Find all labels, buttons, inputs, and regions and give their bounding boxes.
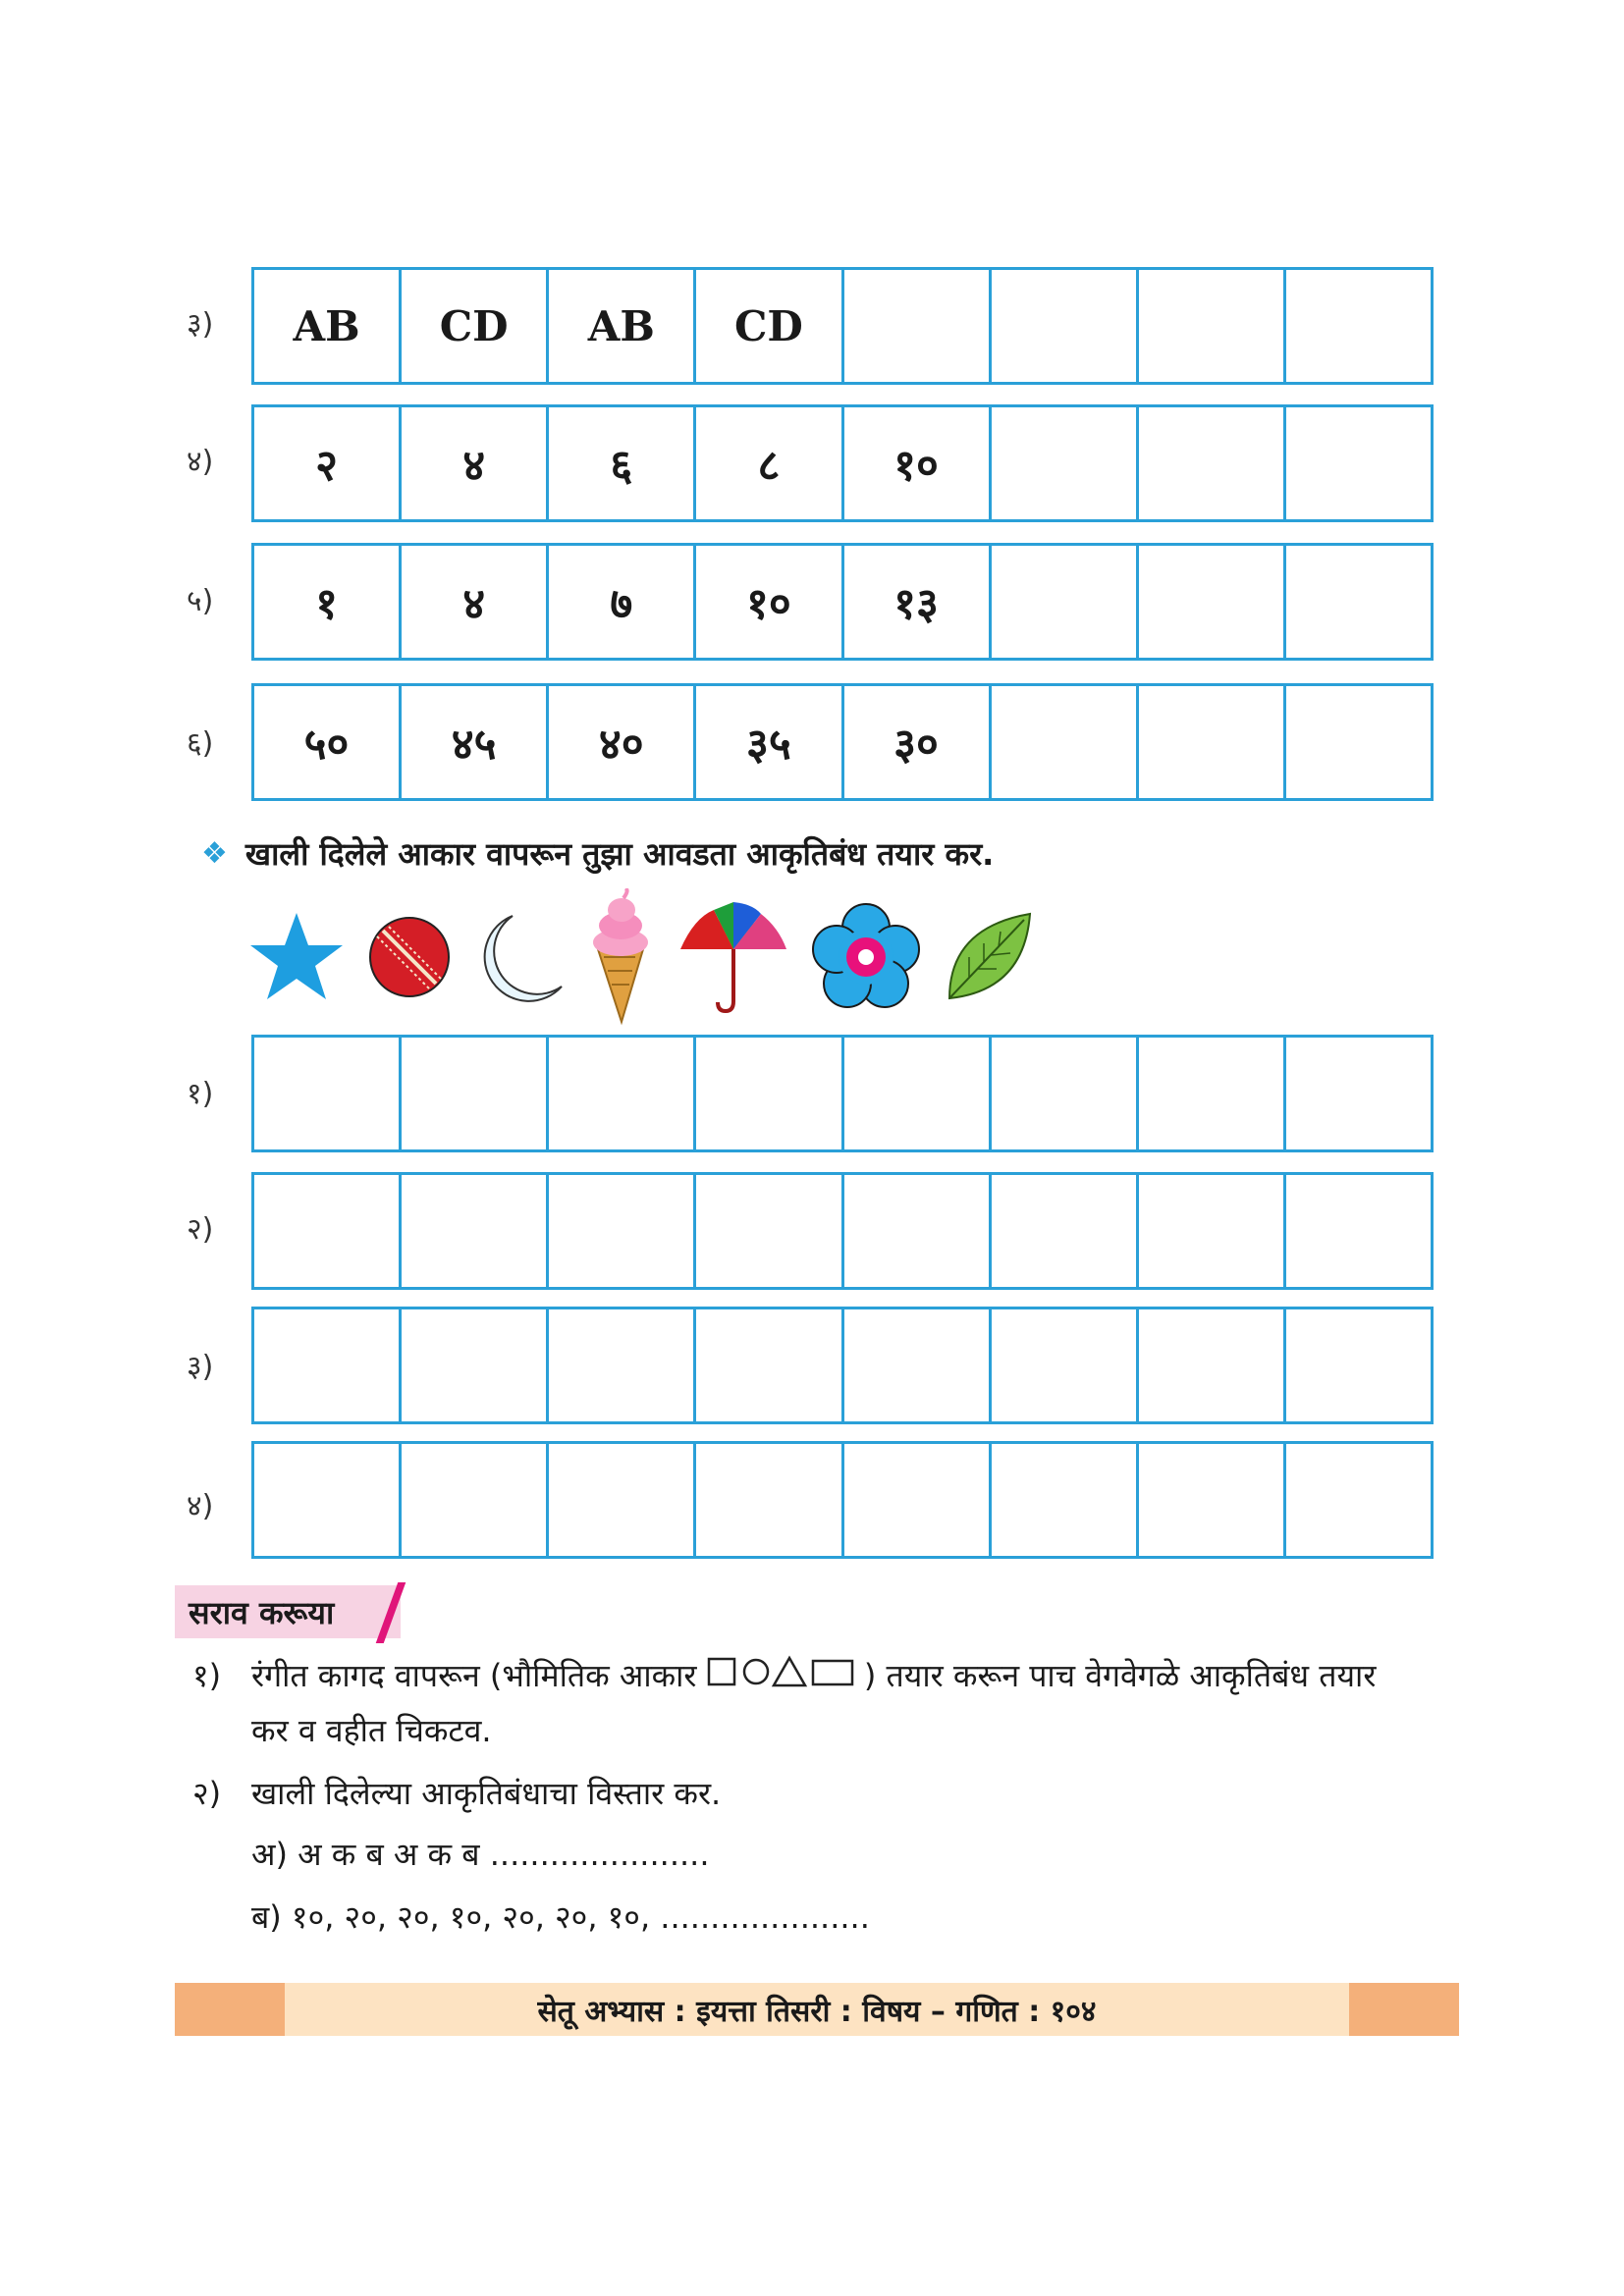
grid-cell: ३० (844, 686, 992, 798)
grid-cell[interactable] (696, 1038, 843, 1149)
grid-cell[interactable] (992, 1444, 1139, 1556)
grid-cell[interactable] (254, 1038, 402, 1149)
grid-cell[interactable] (549, 1309, 696, 1421)
pattern-grid (251, 683, 1434, 801)
grid-cell[interactable] (992, 686, 1139, 798)
grid-cell[interactable] (992, 1175, 1139, 1287)
grid-cell[interactable] (992, 1309, 1139, 1421)
pattern-grid (251, 404, 1434, 522)
exercise-2-b: ब) १०, २०, २०, १०, २०, २०, १०, ..................... (251, 1898, 870, 1936)
grid-cell[interactable] (1286, 1175, 1431, 1287)
grid-cell: ३५ (696, 686, 843, 798)
blank-grid (251, 1172, 1434, 1290)
grid-cell[interactable] (992, 546, 1139, 658)
row-label: १) (187, 1077, 214, 1111)
grid-cell[interactable] (844, 1175, 992, 1287)
grid-cell[interactable] (1139, 686, 1286, 798)
row-label: ३) (187, 307, 214, 342)
row-label: ५) (187, 584, 214, 618)
grid-cell[interactable] (402, 1175, 549, 1287)
grid-cell[interactable] (1286, 407, 1431, 519)
exercise-1-text-b: ) तयार करून पाच वेगवेगळे आकृतिबंध तयार (863, 1657, 1377, 1694)
row-label: ३) (187, 1350, 214, 1384)
grid-cell[interactable] (696, 1175, 843, 1287)
grid-cell[interactable] (1139, 1444, 1286, 1556)
page-footer (175, 1983, 1459, 2036)
grid-cell[interactable] (844, 1444, 992, 1556)
grid-cell: ४ (402, 546, 549, 658)
grid-cell[interactable] (1286, 686, 1431, 798)
exercise-1-number: १) (192, 1657, 222, 1694)
grid-cell[interactable] (254, 1444, 402, 1556)
grid-cell: १० (844, 407, 992, 519)
grid-cell[interactable] (1139, 546, 1286, 658)
footer-right-block (1349, 1983, 1459, 2036)
grid-cell[interactable] (992, 270, 1139, 382)
grid-cell[interactable] (844, 270, 992, 382)
grid-cell: १० (696, 546, 843, 658)
grid-cell[interactable] (1286, 1038, 1431, 1149)
grid-cell: ८ (696, 407, 843, 519)
grid-cell[interactable] (992, 407, 1139, 519)
grid-cell[interactable] (549, 1175, 696, 1287)
footer-text: सेतू अभ्यास : इयत्ता तिसरी : विषय – गणित : १०४ (285, 1983, 1349, 2036)
footer-left-block (175, 1983, 285, 2036)
grid-cell[interactable] (992, 1038, 1139, 1149)
grid-cell: ६ (549, 407, 696, 519)
grid-cell[interactable] (696, 1309, 843, 1421)
exercise-2-a: अ) अ क ब अ क ब ...................... (251, 1836, 710, 1873)
instruction-text: खाली दिलेले आकार वापरून तुझा आवडता आकृतिबंध तयार कर. (244, 835, 995, 873)
grid-cell: ५० (254, 686, 402, 798)
grid-cell[interactable] (844, 1038, 992, 1149)
grid-cell[interactable] (1139, 1038, 1286, 1149)
diamond-bullet-icon: ❖ (201, 836, 228, 871)
exercise-1-line1 (251, 1649, 1459, 1704)
flower-icon (812, 903, 920, 1011)
grid-cell[interactable] (402, 1038, 549, 1149)
exercise-1-text-a: रंगीत कागद वापरून (भौमितिक आकार (251, 1657, 697, 1694)
square-circle-triangle-rectangle-icon (707, 1655, 854, 1688)
grid-cell[interactable] (1139, 407, 1286, 519)
grid-cell[interactable] (1286, 1444, 1431, 1556)
section-title: सराव करूया (175, 1585, 401, 1638)
grid-cell: १३ (844, 546, 992, 658)
row-label: २) (187, 1212, 214, 1247)
grid-cell: १ (254, 546, 402, 658)
umbrella-icon (675, 898, 792, 1016)
grid-cell: AB (254, 270, 402, 382)
grid-cell: CD (696, 270, 843, 382)
row-label: ४) (187, 445, 214, 479)
shapes-row (247, 888, 1092, 1026)
grid-cell: २ (254, 407, 402, 519)
row-label: ६) (187, 726, 214, 761)
pattern-grid (251, 543, 1434, 661)
grid-cell[interactable] (844, 1309, 992, 1421)
grid-cell[interactable] (254, 1175, 402, 1287)
instruction (201, 832, 994, 875)
grid-cell[interactable] (1139, 1175, 1286, 1287)
exercise-2-text: खाली दिलेल्या आकृतिबंधाचा विस्तार कर. (251, 1775, 722, 1812)
grid-cell[interactable] (254, 1309, 402, 1421)
row-label: ४) (187, 1489, 214, 1523)
leaf-icon (940, 908, 1038, 1006)
grid-cell: ४ (402, 407, 549, 519)
grid-cell: AB (549, 270, 696, 382)
blank-grid (251, 1307, 1434, 1424)
geometric-shapes-icons (707, 1651, 854, 1704)
blank-grid (251, 1035, 1434, 1152)
grid-cell: ४५ (402, 686, 549, 798)
grid-cell[interactable] (1286, 270, 1431, 382)
ice-cream-icon (586, 888, 655, 1026)
blank-grid (251, 1441, 1434, 1559)
grid-cell: ४० (549, 686, 696, 798)
grid-cell[interactable] (402, 1309, 549, 1421)
star-icon (247, 908, 346, 1006)
grid-cell[interactable] (696, 1444, 843, 1556)
grid-cell[interactable] (1286, 546, 1431, 658)
grid-cell[interactable] (1286, 1309, 1431, 1421)
grid-cell[interactable] (1139, 270, 1286, 382)
grid-cell[interactable] (549, 1038, 696, 1149)
grid-cell[interactable] (402, 1444, 549, 1556)
grid-cell: CD (402, 270, 549, 382)
grid-cell: ७ (549, 546, 696, 658)
pattern-grid (251, 267, 1434, 385)
crescent-moon-icon (473, 908, 567, 1006)
cricket-ball-icon (365, 913, 454, 1001)
exercise-2-number: २) (192, 1775, 222, 1812)
grid-cell[interactable] (1139, 1309, 1286, 1421)
grid-cell[interactable] (549, 1444, 696, 1556)
exercise-1-line2: कर व वहीत चिकटव. (251, 1712, 492, 1749)
